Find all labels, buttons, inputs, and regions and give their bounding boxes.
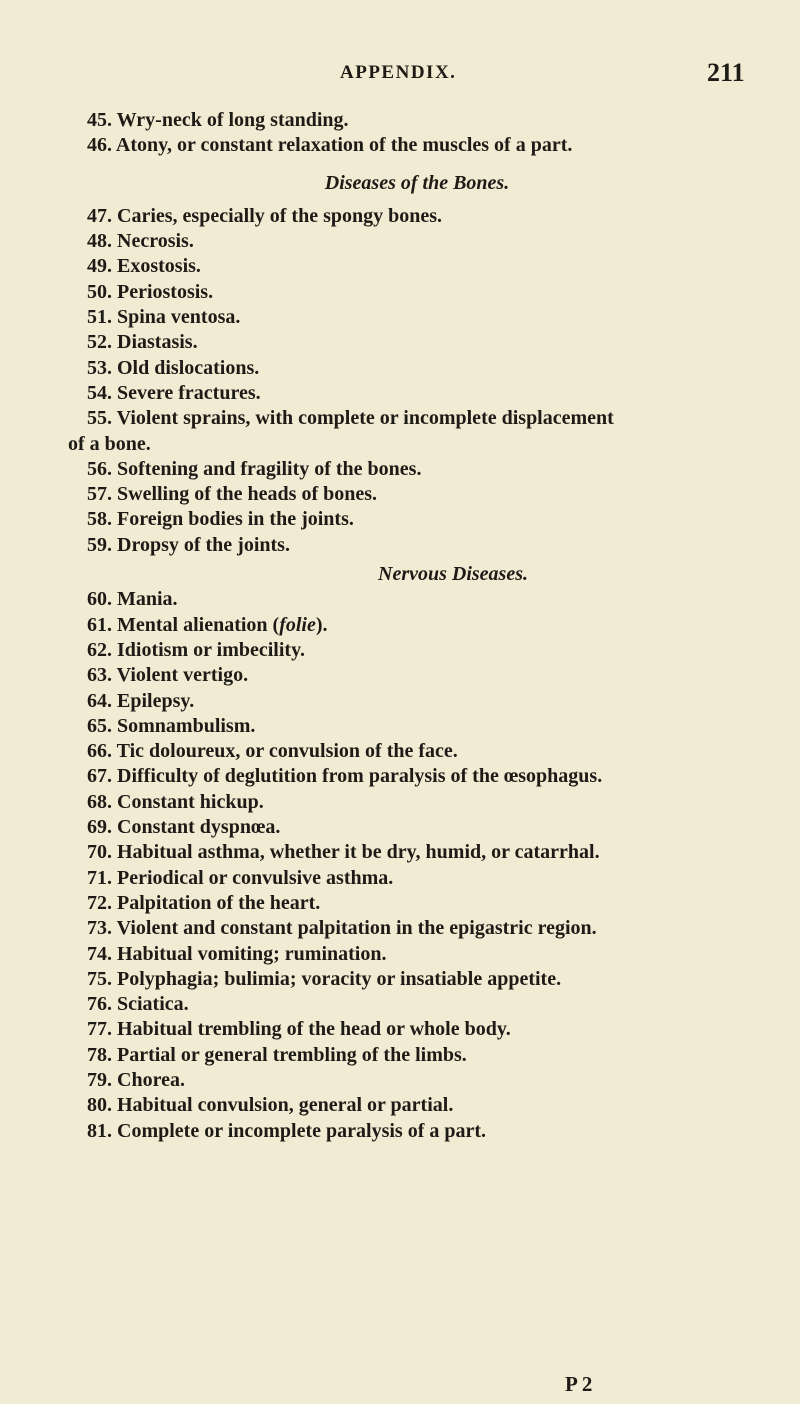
list-item: 78. Partial or general trembling of the limbs. [87, 1043, 467, 1066]
entry-61-italic: folie [279, 613, 316, 636]
entry-61-text: 61. Mental alienation ( [87, 613, 280, 636]
page-number: 211 [707, 58, 745, 87]
entry-61-end: ). [315, 613, 328, 636]
list-item: 51. Spina ventosa. [87, 306, 241, 329]
entry-list-d [68, 638, 748, 1144]
list-item: 49. Exostosis. [87, 255, 201, 278]
list-item: 63. Violent vertigo. [87, 664, 249, 687]
list-item: 48. Necrosis. [87, 230, 194, 253]
list-item: 80. Habitual convulsion, general or partial. [87, 1094, 454, 1117]
section-heading-nervous: Nervous Diseases. [378, 563, 528, 586]
list-item-55 [68, 406, 748, 457]
list-item: 59. Dropsy of the joints. [87, 533, 290, 556]
entry-55-continuation: of a bone. [68, 432, 151, 455]
list-item: 77. Habitual trembling of the head or whole body. [87, 1018, 511, 1041]
list-item: 58. Foreign bodies in the joints. [87, 508, 354, 531]
list-item: 73. Violent and constant palpitation in the epigastric region. [87, 917, 597, 940]
entry-list-a [68, 108, 748, 159]
list-item: 56. Softening and fragility of the bones. [87, 457, 422, 480]
list-item: 67. Difficulty of deglutition from paralysis of the œsophagus. [87, 765, 603, 788]
list-item: 72. Palpitation of the heart. [87, 891, 321, 914]
list-item: 74. Habitual vomiting; rumination. [87, 942, 387, 965]
list-item: 69. Constant dyspnœa. [87, 816, 281, 839]
list-item: 70. Habitual asthma, whether it be dry, humid, or catarrhal. [87, 841, 600, 864]
page-header [0, 58, 800, 90]
list-item: 66. Tic doloureux, or convulsion of the face. [87, 740, 458, 763]
list-item: 52. Diastasis. [87, 331, 198, 354]
list-item: 76. Sciatica. [87, 993, 189, 1016]
list-item: 50. Periostosis. [87, 280, 214, 303]
list-item: 65. Somnambulism. [87, 714, 256, 737]
entry-list-c [68, 457, 748, 558]
entry-list-b [68, 204, 748, 406]
list-item: 62. Idiotism or imbecility. [87, 638, 305, 661]
list-item: 46. Atony, or constant relaxation of the muscles of a part. [87, 134, 573, 157]
running-head: APPENDIX. [340, 62, 457, 83]
list-item: 79. Chorea. [87, 1068, 185, 1091]
list-item: 68. Constant hickup. [87, 790, 264, 813]
list-item: 45. Wry-neck of long standing. [87, 109, 349, 131]
list-item: 53. Old dislocations. [87, 356, 260, 379]
list-item: 54. Severe fractures. [87, 381, 261, 404]
list-item: 75. Polyphagia; bulimia; voracity or insatiable appetite. [87, 967, 562, 990]
list-item: 71. Periodical or convulsive asthma. [87, 866, 394, 889]
list-item: 81. Complete or incomplete paralysis of a part. [87, 1119, 487, 1142]
list-item: 64. Epilepsy. [87, 689, 195, 712]
list-item-61 [68, 613, 748, 638]
section-heading-bones: Diseases of the Bones. [324, 171, 510, 194]
list-item: 47. Caries, especially of the spongy bones. [87, 204, 442, 227]
entry-55-first-line: 55. Violent sprains, with complete or incomplete displacement [87, 407, 614, 430]
signature-mark: P 2 [565, 1372, 593, 1396]
list-item: 57. Swelling of the heads of bones. [87, 483, 378, 506]
list-item-60: 60. Mania. [87, 588, 178, 611]
page-body [68, 108, 748, 1144]
